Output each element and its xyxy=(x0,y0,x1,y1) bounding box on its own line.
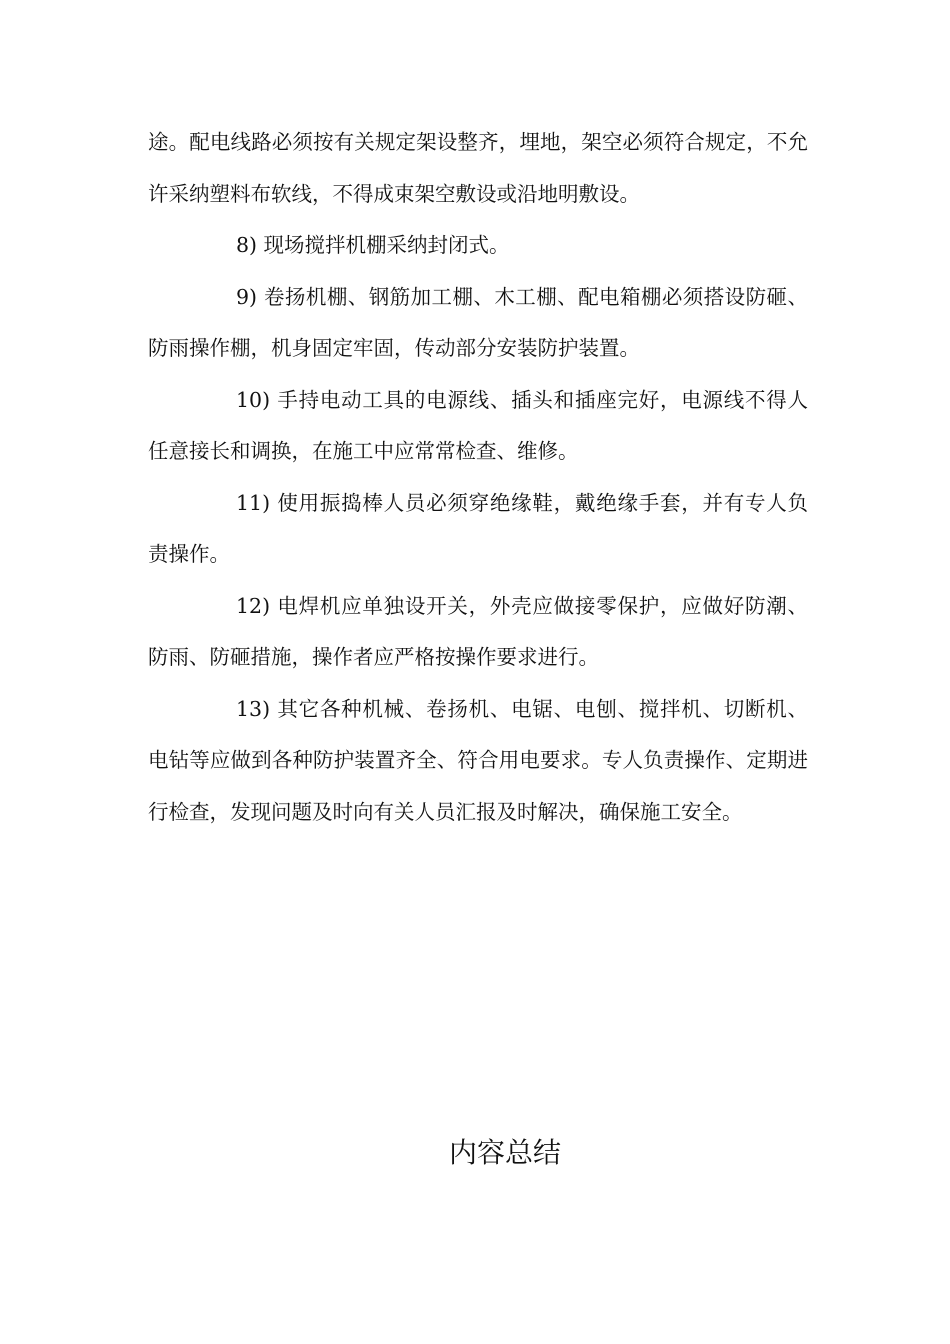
paragraph-item-11: 11) 使用振捣棒人员必须穿绝缘鞋，戴绝缘手套，并有专人负责操作。 xyxy=(148,490,808,566)
paragraph-item-8: 8) 现场搅拌机棚采纳封闭式。 xyxy=(236,233,510,257)
paragraph-continuation: 途。配电线路必须按有关规定架设整齐，埋地，架空必须符合规定，不允许采纳塑料布软线，不得成束架空敷设或沿地明敷设。 xyxy=(148,130,808,206)
paragraph-item-12: 12) 电焊机应单独设开关，外壳应做接零保护，应做好防潮、防雨、防砸措施，操作者应严格按操作要求进行。 xyxy=(148,593,808,669)
paragraph-item-9: 9) 卷扬机棚、钢筋加工棚、木工棚、配电箱棚必须搭设防砸、防雨操作棚，机身固定牢固，传动部分安装防护装置。 xyxy=(148,284,808,360)
document-body xyxy=(148,117,808,838)
summary-heading: 内容总结 xyxy=(448,1136,561,1169)
paragraph-item-10: 10) 手持电动工具的电源线、插头和插座完好，电源线不得人任意接长和调换，在施工中应常常检查、维修。 xyxy=(148,387,808,463)
paragraph-item-13: 13) 其它各种机械、卷扬机、电锯、电刨、搅拌机、切断机、电钻等应做到各种防护装置齐全、符合用电要求。专人负责操作、定期进行检查，发现问题及时向有关人员汇报及时解决，确保施工安全。 xyxy=(148,696,808,824)
